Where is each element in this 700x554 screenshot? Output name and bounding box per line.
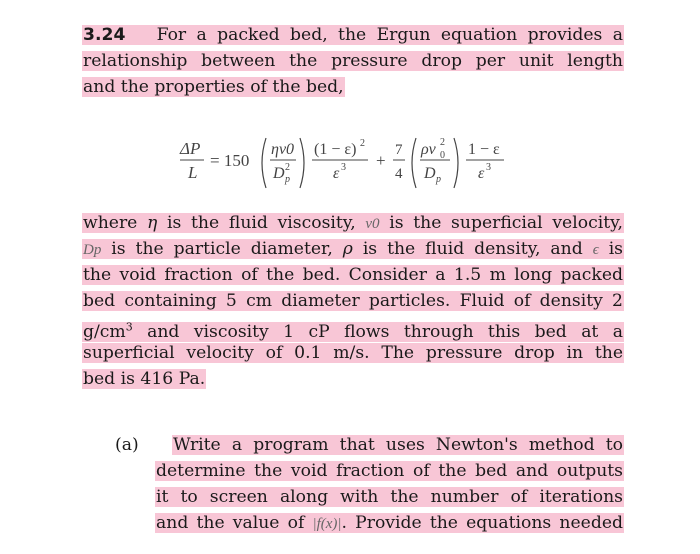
eq-paren-1-left xyxy=(262,138,266,188)
eq-lhs-num: ΔP xyxy=(180,139,201,158)
eq-paren-1-right xyxy=(300,138,304,188)
eq-t1-den-sup: 2 xyxy=(285,162,290,173)
part-a-line-4: and the value of |f(x)|. Provide the equations needed xyxy=(156,513,623,533)
eq-t2-den-sup: 3 xyxy=(341,162,346,173)
eq-t1-den-sub: p xyxy=(285,174,290,185)
eq-c2-num: 7 xyxy=(395,142,403,158)
part-a xyxy=(115,432,624,536)
eq-t3-num-sup: 2 xyxy=(440,137,445,148)
body-line-1: where η is the fluid viscosity, v0 is the superficial velocity, xyxy=(83,213,623,233)
eq-t3-den: D xyxy=(424,165,436,182)
eq-coef: = 150 xyxy=(210,151,250,170)
body-line-3: the void fraction of the bed. Consider a 1.5 m long packed xyxy=(83,265,623,285)
symbol-rho: ρ xyxy=(342,239,353,259)
eq-paren-2-left xyxy=(412,138,416,188)
eq-paren-2-right xyxy=(454,138,458,188)
eq-t3-den-sub: p xyxy=(436,174,441,185)
body-line-7: bed is 416 Pa. xyxy=(83,369,206,389)
eq-t3-num: ρv xyxy=(421,141,436,158)
body-line-5: $g/cm^3$ and viscosity 1 cP flows through this bed at a xyxy=(83,320,623,342)
eq-plus: + xyxy=(376,151,386,170)
problem-body xyxy=(82,210,624,392)
ergun-equation xyxy=(178,128,558,198)
eq-t3-num-sub: 0 xyxy=(440,150,445,161)
intro-line-1: 3.24 For a packed bed, the Ergun equation provides a xyxy=(83,25,623,45)
symbol-dp: Dp xyxy=(83,242,102,258)
eq-t1-den: D xyxy=(273,165,285,182)
problem-number: 3.24 xyxy=(83,25,126,45)
part-a-line-1: (a) Write a program that uses Newton's method to xyxy=(115,435,624,455)
problem-intro xyxy=(82,22,624,100)
eq-t2-den: ε xyxy=(333,165,340,182)
body-line-2: Dp is the particle diameter, ρ is the fluid density, and ϵ is xyxy=(83,239,624,259)
part-a-line-2: determine the void fraction of the bed and outputs xyxy=(156,461,623,481)
eq-t4-den: ε xyxy=(478,165,485,182)
intro-line-2: relationship between the pressure drop per unit length xyxy=(83,51,623,71)
body-line-4: bed containing 5 cm diameter particles. Fluid of density 2 xyxy=(83,291,623,311)
part-a-line-3: it to screen along with the number of iterations xyxy=(156,487,623,507)
eq-lhs-den: L xyxy=(188,163,198,182)
intro-line-3: and the properties of the bed, xyxy=(83,77,344,97)
symbol-eta: η xyxy=(147,213,158,233)
symbol-v0: v0 xyxy=(365,216,380,232)
symbol-epsilon: ϵ xyxy=(592,242,599,258)
eq-c2-den: 4 xyxy=(395,166,403,182)
eq-t4-num: 1 − ε xyxy=(468,141,500,158)
equation-svg xyxy=(178,128,558,198)
symbol-abs-fx: |f(x)| xyxy=(312,516,342,532)
body-line-6: superficial velocity of 0.1 m/s. The pressure drop in the xyxy=(83,343,623,363)
eq-t2-num: (1 − ε) xyxy=(314,141,357,158)
eq-t1-num: ηv0 xyxy=(271,141,295,158)
eq-t4-den-sup: 3 xyxy=(486,162,491,173)
part-a-label: (a) xyxy=(115,435,139,455)
eq-t2-num-sup: 2 xyxy=(360,138,365,149)
